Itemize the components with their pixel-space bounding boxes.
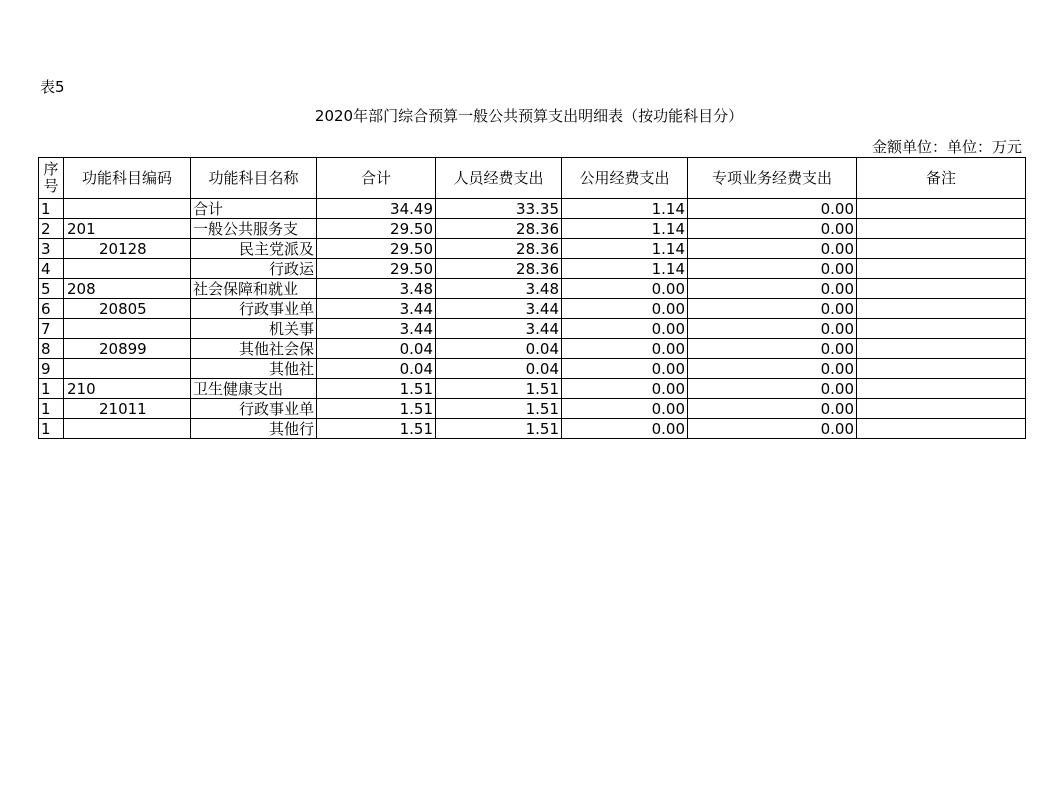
total-cell: 3.44 xyxy=(317,299,436,319)
name-cell: 其他行 xyxy=(191,419,317,439)
seq-cell: 7 xyxy=(39,319,64,339)
name-cell: 行政事业单 xyxy=(191,299,317,319)
header-name: 功能科目名称 xyxy=(191,158,317,199)
note-cell xyxy=(857,239,1026,259)
header-code: 功能科目编码 xyxy=(64,158,191,199)
public-cell: 0.00 xyxy=(562,299,688,319)
name-cell: 合计 xyxy=(191,199,317,219)
seq-cell: 1 xyxy=(39,379,64,399)
total-cell: 1.51 xyxy=(317,399,436,419)
personnel-cell: 3.44 xyxy=(436,299,562,319)
note-cell xyxy=(857,259,1026,279)
code-cell xyxy=(64,259,191,279)
public-cell: 0.00 xyxy=(562,279,688,299)
code-cell xyxy=(64,359,191,379)
name-cell: 卫生健康支出 xyxy=(191,379,317,399)
note-cell xyxy=(857,379,1026,399)
header-row xyxy=(39,158,1026,199)
personnel-cell: 0.04 xyxy=(436,359,562,379)
table-row xyxy=(39,299,1026,319)
seq-cell: 9 xyxy=(39,359,64,379)
header-seq-line1: 序 xyxy=(43,160,59,178)
public-cell: 0.00 xyxy=(562,339,688,359)
personnel-cell: 3.48 xyxy=(436,279,562,299)
table-row xyxy=(39,399,1026,419)
personnel-cell: 28.36 xyxy=(436,259,562,279)
table-row xyxy=(39,359,1026,379)
total-cell: 1.51 xyxy=(317,419,436,439)
seq-cell: 2 xyxy=(39,219,64,239)
public-cell: 0.00 xyxy=(562,399,688,419)
note-cell xyxy=(857,399,1026,419)
table-title: 2020年部门综合预算一般公共预算支出明细表（按功能科目分） xyxy=(314,107,744,125)
note-cell xyxy=(857,419,1026,439)
code-cell: 20805 xyxy=(64,299,191,319)
table-row xyxy=(39,199,1026,219)
seq-cell: 5 xyxy=(39,279,64,299)
header-seq xyxy=(39,158,64,199)
table-row xyxy=(39,419,1026,439)
code-cell: 201 xyxy=(64,219,191,239)
table-row xyxy=(39,279,1026,299)
header-personnel: 人员经费支出 xyxy=(436,158,562,199)
total-cell: 0.04 xyxy=(317,339,436,359)
personnel-cell: 28.36 xyxy=(436,239,562,259)
table-row xyxy=(39,239,1026,259)
note-cell xyxy=(857,279,1026,299)
seq-cell: 8 xyxy=(39,339,64,359)
name-cell: 民主党派及 xyxy=(191,239,317,259)
special-cell: 0.00 xyxy=(688,259,857,279)
note-cell xyxy=(857,299,1026,319)
seq-cell: 1 xyxy=(39,399,64,419)
name-cell: 机关事 xyxy=(191,319,317,339)
special-cell: 0.00 xyxy=(688,319,857,339)
code-cell: 20128 xyxy=(64,239,191,259)
public-cell: 0.00 xyxy=(562,319,688,339)
seq-cell: 4 xyxy=(39,259,64,279)
table-row xyxy=(39,339,1026,359)
personnel-cell: 1.51 xyxy=(436,379,562,399)
special-cell: 0.00 xyxy=(688,339,857,359)
name-cell: 行政运 xyxy=(191,259,317,279)
total-cell: 29.50 xyxy=(317,259,436,279)
total-cell: 29.50 xyxy=(317,219,436,239)
special-cell: 0.00 xyxy=(688,379,857,399)
note-cell xyxy=(857,359,1026,379)
name-cell: 其他社会保 xyxy=(191,339,317,359)
seq-cell: 3 xyxy=(39,239,64,259)
seq-cell: 6 xyxy=(39,299,64,319)
personnel-cell: 33.35 xyxy=(436,199,562,219)
special-cell: 0.00 xyxy=(688,399,857,419)
public-cell: 1.14 xyxy=(562,219,688,239)
table-number: 表5 xyxy=(40,78,65,96)
header-total: 合计 xyxy=(317,158,436,199)
budget-table xyxy=(38,157,1026,439)
personnel-cell: 3.44 xyxy=(436,319,562,339)
seq-cell: 1 xyxy=(39,419,64,439)
name-cell: 社会保障和就业 xyxy=(191,279,317,299)
special-cell: 0.00 xyxy=(688,279,857,299)
note-cell xyxy=(857,199,1026,219)
code-cell xyxy=(64,199,191,219)
code-cell: 210 xyxy=(64,379,191,399)
total-cell: 3.48 xyxy=(317,279,436,299)
total-cell: 0.04 xyxy=(317,359,436,379)
total-cell: 34.49 xyxy=(317,199,436,219)
public-cell: 0.00 xyxy=(562,419,688,439)
personnel-cell: 1.51 xyxy=(436,419,562,439)
public-cell: 0.00 xyxy=(562,379,688,399)
name-cell: 其他社 xyxy=(191,359,317,379)
header-public: 公用经费支出 xyxy=(562,158,688,199)
special-cell: 0.00 xyxy=(688,199,857,219)
special-cell: 0.00 xyxy=(688,239,857,259)
name-cell: 行政事业单 xyxy=(191,399,317,419)
table-row xyxy=(39,319,1026,339)
table-row xyxy=(39,219,1026,239)
note-cell xyxy=(857,339,1026,359)
code-cell: 208 xyxy=(64,279,191,299)
public-cell: 1.14 xyxy=(562,259,688,279)
table-row xyxy=(39,379,1026,399)
note-cell xyxy=(857,219,1026,239)
table-row xyxy=(39,259,1026,279)
personnel-cell: 0.04 xyxy=(436,339,562,359)
personnel-cell: 28.36 xyxy=(436,219,562,239)
header-special: 专项业务经费支出 xyxy=(688,158,857,199)
special-cell: 0.00 xyxy=(688,219,857,239)
special-cell: 0.00 xyxy=(688,359,857,379)
header-seq-line2: 号 xyxy=(43,177,59,195)
total-cell: 1.51 xyxy=(317,379,436,399)
special-cell: 0.00 xyxy=(688,299,857,319)
name-cell: 一般公共服务支 xyxy=(191,219,317,239)
total-cell: 29.50 xyxy=(317,239,436,259)
seq-cell: 1 xyxy=(39,199,64,219)
code-cell xyxy=(64,419,191,439)
public-cell: 1.14 xyxy=(562,239,688,259)
amount-unit: 金额单位：单位：万元 xyxy=(871,138,1022,156)
total-cell: 3.44 xyxy=(317,319,436,339)
special-cell: 0.00 xyxy=(688,419,857,439)
note-cell xyxy=(857,319,1026,339)
public-cell: 0.00 xyxy=(562,359,688,379)
code-cell: 20899 xyxy=(64,339,191,359)
public-cell: 1.14 xyxy=(562,199,688,219)
code-cell xyxy=(64,319,191,339)
personnel-cell: 1.51 xyxy=(436,399,562,419)
code-cell: 21011 xyxy=(64,399,191,419)
header-note: 备注 xyxy=(857,158,1026,199)
